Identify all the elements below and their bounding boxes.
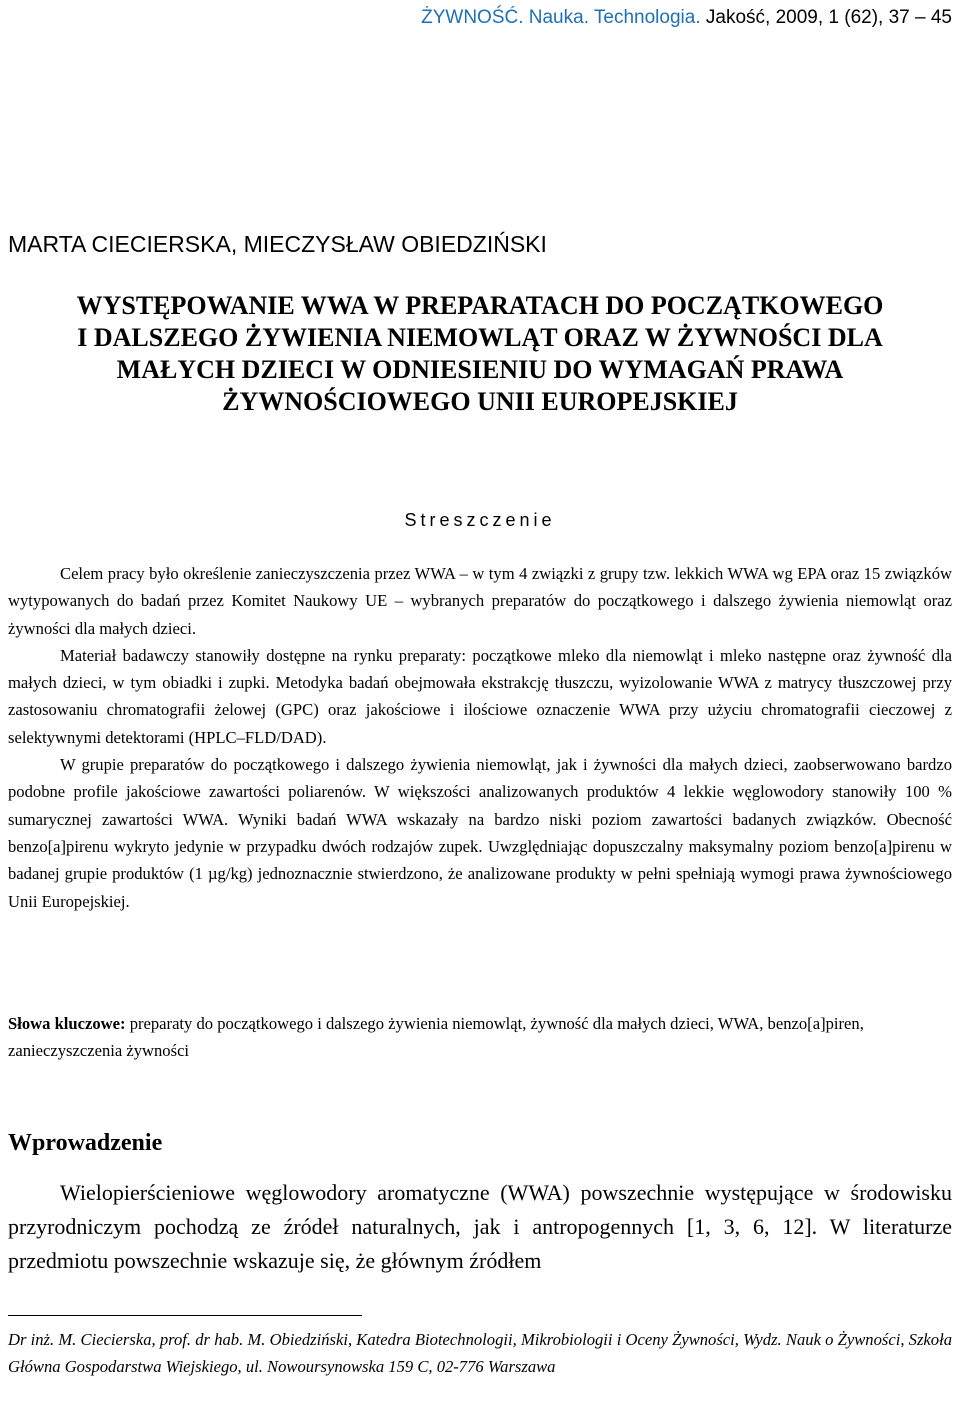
author-affiliation-footnote: Dr inż. M. Ciecierska, prof. dr hab. M. Obiedziński, Katedra Biotechnologii, Mikrobiologii i Oceny Żywności, Wydz. Nauk o Żywności, Szkoła Główna Gospodarstwa Wiejskiego, ul. Nowoursynowska 159 C, 02-776 Warszawa	[8, 1330, 952, 1376]
title-line: I DALSZEGO ŻYWIENIA NIEMOWLĄT ORAZ W ŻYWNOŚCI DLA	[77, 323, 883, 352]
abstract-paragraph: Materiał badawczy stanowiły dostępne na rynku preparaty: początkowe mleko dla niemowląt i mleko następne oraz żywność dla małych dzieci, w tym obiadki i zupki. Metodyka badań obejmowała ekstrakcję tłuszczu, wyizolowanie WWA z matrycy tłuszczowej przy zastosowaniu chromatografii żelowej (GPC) oraz jakościowe i ilościowe oznaczenie WWA przy użyciu chromatografii cieczowej z selektywnymi detektorami (HPLC–FLD/DAD).	[8, 645, 952, 747]
footnote-divider	[8, 1315, 362, 1316]
abstract	[8, 560, 952, 915]
title-line: WYSTĘPOWANIE WWA W PREPARATACH DO POCZĄTKOWEGO	[76, 291, 884, 320]
abstract-paragraph: Celem pracy było określenie zanieczyszczenia przez WWA – w tym 4 związki z grupy tzw. lekkich WWA wg EPA oraz 15 związków wytypowanych do badań przez Komitet Naukowy UE – wybranych preparatów do początkowego i dalszego żywienia niemowląt oraz żywności dla małych dzieci.	[8, 564, 952, 638]
author-list: MARTA CIECIERSKA, MIECZYSŁAW OBIEDZIŃSKI	[8, 231, 547, 257]
keywords	[8, 1010, 952, 1065]
keywords-text: preparaty do początkowego i dalszego żywienia niemowląt, żywność dla małych dzieci, WWA, benzo[a]piren, zanieczyszczenia żywności	[8, 1014, 864, 1061]
introduction-paragraph: Wielopierścieniowe węglowodory aromatyczne (WWA) powszechnie występujące w środowisku przyrodniczym pochodzą ze źródeł naturalnych, jak i antropogennych [1, 3, 6, 12]. W literaturze przedmiotu powszechnie wskazuje się, że głównym źródłem	[8, 1180, 952, 1273]
paper-title	[8, 290, 952, 418]
title-line: ŻYWNOŚCIOWEGO UNII EUROPEJSKIEJ	[222, 387, 738, 416]
keywords-label: Słowa kluczowe:	[8, 1014, 126, 1033]
section-heading-introduction: Wprowadzenie	[8, 1130, 163, 1156]
title-line: MAŁYCH DZIECI W ODNIESIENIU DO WYMAGAŃ PRAWA	[116, 355, 844, 384]
running-header	[30, 4, 952, 32]
abstract-paragraph: W grupie preparatów do początkowego i dalszego żywienia niemowląt, jak i żywności dla małych dzieci, zaobserwowano bardzo podobne profile jakościowe zawartości poliarenów. W większości analizowanych produktów 4 lekkie węglowodory stanowiły 100 % sumarycznej zawartości WWA. Wyniki badań WWA wskazały na bardzo niski poziom zawartości badanych związków. Obecność benzo[a]pirenu wykryto jedynie w przypadku dwóch rodzajów zupek. Uwzględniając dopuszczalny maksymalny poziom benzo[a]pirenu w badanej grupie produktów (1 µg/kg) jednoznacznie stwierdzono, że analizowane produkty w pełni spełniają wymogi prawa żywnościowego Unii Europejskiej.	[8, 755, 952, 911]
abstract-heading: Streszczenie	[404, 510, 556, 530]
journal-link[interactable]: ŻYWNOŚĆ. Nauka. Technologia.	[421, 7, 701, 28]
introduction-body	[8, 1176, 952, 1278]
journal-citation: Jakość, 2009, 1 (62), 37 – 45	[700, 7, 952, 28]
